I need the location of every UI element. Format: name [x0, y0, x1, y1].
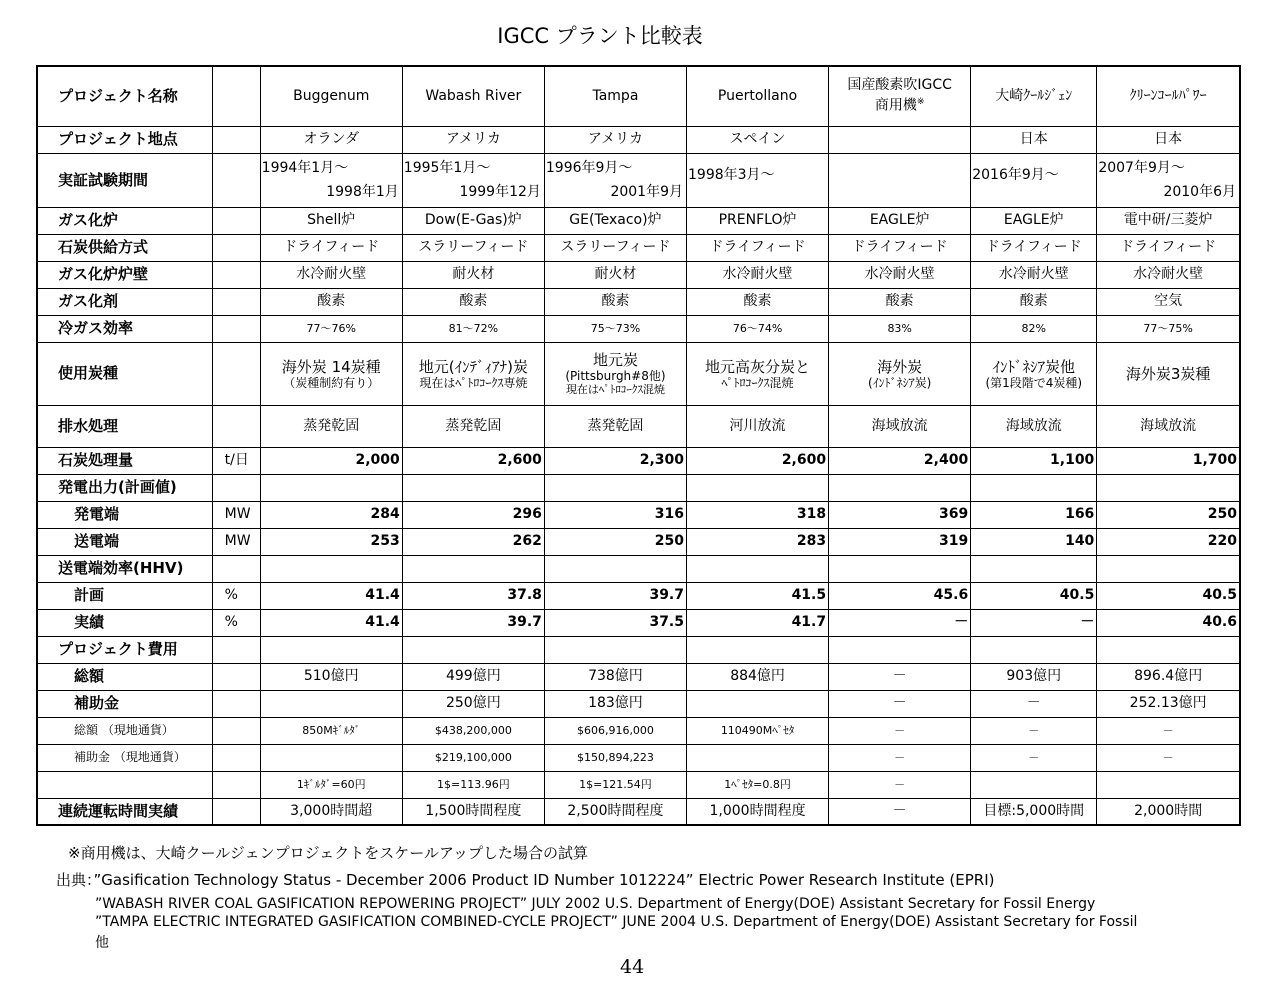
- value-cell: [687, 636, 829, 663]
- value-cell: [971, 342, 1097, 405]
- value-cell: [1097, 555, 1240, 582]
- value-cell: 3,000時間超: [260, 798, 402, 825]
- value-cell: 2,600: [402, 447, 544, 474]
- value-cell: [971, 771, 1097, 798]
- unit-cell: [212, 798, 260, 825]
- value-cell: [829, 636, 971, 663]
- value-cell: 2,300: [544, 447, 686, 474]
- value-cell: 酸素: [971, 288, 1097, 315]
- unit-cell: [212, 126, 260, 153]
- value-cell: [402, 474, 544, 501]
- period-start: 1998年3月～: [688, 167, 775, 183]
- value-cell: [260, 153, 402, 207]
- value-cell: 蒸発乾固: [544, 405, 686, 447]
- plant-name-line2: 商用機: [874, 98, 917, 115]
- row-label: 排水処理: [37, 405, 212, 447]
- row-label: 発電端: [37, 501, 212, 528]
- row-label: 冷ガス効率: [37, 315, 212, 342]
- row-label: 石炭処理量: [37, 447, 212, 474]
- value-cell: －: [829, 690, 971, 717]
- value-cell: [829, 342, 971, 405]
- value-cell: 296: [402, 501, 544, 528]
- value-cell: 耐火材: [544, 261, 686, 288]
- row-fx: [37, 771, 1240, 798]
- plant-name: Buggenum: [293, 87, 370, 104]
- value-cell: Dow(E-Gas)炉: [402, 207, 544, 234]
- value-cell: 2,000時間: [1097, 798, 1240, 825]
- value-cell: －: [829, 771, 971, 798]
- row-label: 発電出力(計画値): [37, 474, 212, 501]
- value-cell: 水冷耐火壁: [687, 261, 829, 288]
- row-agent: [37, 288, 1240, 315]
- value-cell: 75～73%: [544, 315, 686, 342]
- value-cell: [260, 342, 402, 405]
- coal-line2: （炭種制約有り）: [283, 375, 380, 390]
- value-cell: 目標:5,000時間: [971, 798, 1097, 825]
- value-cell: 183億円: [544, 690, 686, 717]
- value-cell: [687, 690, 829, 717]
- value-cell: 耐火材: [402, 261, 544, 288]
- value-cell: オランダ: [260, 126, 402, 153]
- row-label: プロジェクト費用: [37, 636, 212, 663]
- value-cell: 2,400: [829, 447, 971, 474]
- value-cell: 83%: [829, 315, 971, 342]
- plant-name-cell: [971, 66, 1097, 126]
- row-label: 計画: [37, 582, 212, 609]
- coal-line1: 海外炭3炭種: [1125, 364, 1211, 383]
- value-cell: [687, 153, 829, 207]
- row-subsidy_local: [37, 744, 1240, 771]
- value-cell: 166: [971, 501, 1097, 528]
- value-cell: 140: [971, 528, 1097, 555]
- value-cell: [544, 342, 686, 405]
- value-cell: 1,000時間程度: [687, 798, 829, 825]
- value-cell: 369: [829, 501, 971, 528]
- value-cell: 250億円: [402, 690, 544, 717]
- unit-cell: t/日: [212, 447, 260, 474]
- value-cell: [971, 474, 1097, 501]
- value-cell: アメリカ: [544, 126, 686, 153]
- row-output_head: [37, 474, 1240, 501]
- coal-line2: (ｲﾝﾄﾞﾈｼｱ炭): [867, 375, 932, 390]
- value-cell: [260, 744, 402, 771]
- value-cell: 284: [260, 501, 402, 528]
- value-cell: Shell炉: [260, 207, 402, 234]
- value-cell: [260, 555, 402, 582]
- value-cell: 37.5: [544, 609, 686, 636]
- value-cell: 283: [687, 528, 829, 555]
- row-label: 実績: [37, 609, 212, 636]
- value-cell: 110490Mﾍﾟｾﾀ: [687, 717, 829, 744]
- row-label: ガス化炉炉壁: [37, 261, 212, 288]
- value-cell: 1,500時間程度: [402, 798, 544, 825]
- value-cell: 250: [544, 528, 686, 555]
- value-cell: 1,100: [971, 447, 1097, 474]
- value-cell: 酸素: [687, 288, 829, 315]
- value-cell: [829, 126, 971, 153]
- value-cell: [402, 342, 544, 405]
- value-cell: アメリカ: [402, 126, 544, 153]
- row-eff_plan: [37, 582, 1240, 609]
- value-cell: ドライフィード: [1097, 234, 1240, 261]
- value-cell: －: [829, 609, 971, 636]
- unit-cell: [212, 288, 260, 315]
- row-eff_head: [37, 555, 1240, 582]
- source-wabash: ”WABASH RIVER COAL GASIFICATION REPOWERING PROJECT” JULY 2002 U.S. Department of Energy(DOE) Assistant Secretary for Fossil Energy: [95, 896, 1096, 912]
- value-cell: スラリーフィード: [402, 234, 544, 261]
- value-cell: 水冷耐火壁: [971, 261, 1097, 288]
- value-cell: －: [829, 717, 971, 744]
- value-cell: 45.6: [829, 582, 971, 609]
- value-cell: 1,700: [1097, 447, 1240, 474]
- row-label: プロジェクト地点: [37, 126, 212, 153]
- value-cell: 77～76%: [260, 315, 402, 342]
- row-period: [37, 153, 1240, 207]
- row-gasifier: [37, 207, 1240, 234]
- value-cell: －: [971, 717, 1097, 744]
- row-label: 補助金 （現地通貨）: [37, 744, 212, 771]
- value-cell: 40.5: [971, 582, 1097, 609]
- value-cell: 37.8: [402, 582, 544, 609]
- value-cell: －: [829, 663, 971, 690]
- unit-cell: MW: [212, 501, 260, 528]
- period-start: 1995年1月～: [403, 160, 491, 176]
- value-cell: [829, 153, 971, 207]
- source-epri: 出典：”Gasification Technology Status - December 2006 Product ID Number 1012224” Electric Power Research Institute (EPRI): [56, 871, 995, 889]
- value-cell: 海域放流: [829, 405, 971, 447]
- header-row: [37, 66, 1240, 126]
- value-cell: 2,500時間程度: [544, 798, 686, 825]
- row-continuous: [37, 798, 1240, 825]
- value-cell: [544, 474, 686, 501]
- row-drain: [37, 405, 1240, 447]
- period-end: 1998年1月: [326, 184, 399, 200]
- value-cell: 酸素: [544, 288, 686, 315]
- value-cell: 電中研/三菱炉: [1097, 207, 1240, 234]
- value-cell: 海域放流: [971, 405, 1097, 447]
- row-total: [37, 663, 1240, 690]
- unit-cell: [212, 66, 260, 126]
- value-cell: [971, 555, 1097, 582]
- row-label: 総額: [37, 663, 212, 690]
- coal-line3: 現在はﾍﾟﾄﾛｺｰｸｽ混焼: [565, 383, 665, 396]
- value-cell: [829, 474, 971, 501]
- value-cell: 1$=113.96円: [402, 771, 544, 798]
- value-cell: 884億円: [687, 663, 829, 690]
- value-cell: 酸素: [402, 288, 544, 315]
- coal-line2: 現在はﾍﾟﾄﾛｺｰｸｽ専焼: [419, 375, 528, 390]
- value-cell: 蒸発乾固: [402, 405, 544, 447]
- unit-cell: [212, 405, 260, 447]
- period-start: 1996年9月～: [545, 160, 633, 176]
- footnote-mark: ※: [916, 97, 925, 108]
- period-end: 2010年6月: [1163, 184, 1236, 200]
- unit-cell: [212, 315, 260, 342]
- value-cell: 262: [402, 528, 544, 555]
- row-total_local: [37, 717, 1240, 744]
- value-cell: $606,916,000: [544, 717, 686, 744]
- value-cell: 41.4: [260, 582, 402, 609]
- plant-name: Tampa: [592, 87, 639, 104]
- value-cell: 738億円: [544, 663, 686, 690]
- unit-cell: [212, 717, 260, 744]
- value-cell: $150,894,223: [544, 744, 686, 771]
- row-net: [37, 528, 1240, 555]
- unit-cell: [212, 636, 260, 663]
- period-start: 2016年9月～: [972, 167, 1059, 183]
- value-cell: [971, 153, 1097, 207]
- value-cell: 316: [544, 501, 686, 528]
- page-number: 44: [620, 956, 645, 978]
- value-cell: 2,600: [687, 447, 829, 474]
- value-cell: [1097, 636, 1240, 663]
- value-cell: －: [971, 609, 1097, 636]
- value-cell: －: [1097, 744, 1240, 771]
- value-cell: $438,200,000: [402, 717, 544, 744]
- value-cell: 日本: [1097, 126, 1240, 153]
- value-cell: 空気: [1097, 288, 1240, 315]
- value-cell: 41.4: [260, 609, 402, 636]
- row-subsidy: [37, 690, 1240, 717]
- value-cell: 水冷耐火壁: [829, 261, 971, 288]
- value-cell: [260, 690, 402, 717]
- row-label: 送電端: [37, 528, 212, 555]
- value-cell: 日本: [971, 126, 1097, 153]
- value-cell: [544, 555, 686, 582]
- value-cell: EAGLE炉: [829, 207, 971, 234]
- value-cell: 82%: [971, 315, 1097, 342]
- unit-cell: [212, 690, 260, 717]
- row-label: 連続運転時間実績: [37, 798, 212, 825]
- row-wall: [37, 261, 1240, 288]
- plant-name: Puertollano: [717, 87, 798, 104]
- row-label: 補助金: [37, 690, 212, 717]
- coal-line2: (第1段階で4炭種): [985, 375, 1083, 390]
- plant-name: Wabash River: [425, 87, 522, 104]
- value-cell: ドライフィード: [687, 234, 829, 261]
- value-cell: ドライフィード: [971, 234, 1097, 261]
- value-cell: [402, 555, 544, 582]
- unit-cell: [212, 153, 260, 207]
- period-start: 1994年1月～: [261, 160, 349, 176]
- row-cold_gas: [37, 315, 1240, 342]
- value-cell: 319: [829, 528, 971, 555]
- plant-name: 大崎ｸｰﾙｼﾞｪﾝ: [995, 87, 1073, 104]
- row-label: 石炭供給方式: [37, 234, 212, 261]
- value-cell: [260, 636, 402, 663]
- value-cell: [1097, 474, 1240, 501]
- row-label: 送電端効率(HHV): [37, 555, 212, 582]
- unit-cell: %: [212, 582, 260, 609]
- value-cell: [971, 636, 1097, 663]
- row-coal_type: [37, 342, 1240, 405]
- row-cost_head: [37, 636, 1240, 663]
- value-cell: 41.7: [687, 609, 829, 636]
- row-coal_rate: [37, 447, 1240, 474]
- value-cell: [687, 744, 829, 771]
- value-cell: 39.7: [544, 582, 686, 609]
- value-cell: 1$=121.54円: [544, 771, 686, 798]
- igcc-comparison-table: [36, 65, 1241, 826]
- unit-cell: [212, 555, 260, 582]
- coal-line1: 地元高灰分炭と: [705, 357, 811, 376]
- row-label: 実証試験期間: [37, 153, 212, 207]
- value-cell: 896.4億円: [1097, 663, 1240, 690]
- value-cell: 318: [687, 501, 829, 528]
- value-cell: $219,100,000: [402, 744, 544, 771]
- unit-cell: [212, 261, 260, 288]
- unit-cell: [212, 234, 260, 261]
- coal-line1: 地元(ｲﾝﾃﾞｨｱﾅ)炭: [418, 357, 528, 376]
- value-cell: 1ﾍﾟｾﾀ=0.8円: [687, 771, 829, 798]
- unit-cell: MW: [212, 528, 260, 555]
- unit-cell: [212, 744, 260, 771]
- value-cell: [1097, 153, 1240, 207]
- row-location: [37, 126, 1240, 153]
- value-cell: 河川放流: [687, 405, 829, 447]
- row-gross: [37, 501, 1240, 528]
- unit-cell: %: [212, 609, 260, 636]
- plant-name-cell: [544, 66, 686, 126]
- plant-name-cell: [402, 66, 544, 126]
- value-cell: 220: [1097, 528, 1240, 555]
- coal-line1: 海外炭 14炭種: [281, 357, 381, 376]
- value-cell: [402, 636, 544, 663]
- value-cell: [402, 153, 544, 207]
- value-cell: 酸素: [260, 288, 402, 315]
- value-cell: 253: [260, 528, 402, 555]
- value-cell: [687, 342, 829, 405]
- value-cell: －: [971, 744, 1097, 771]
- unit-cell: [212, 771, 260, 798]
- period-start: 2007年9月～: [1098, 160, 1185, 176]
- plant-name-cell: [260, 66, 402, 126]
- value-cell: 39.7: [402, 609, 544, 636]
- unit-cell: [212, 663, 260, 690]
- value-cell: [544, 636, 686, 663]
- plant-name-cell: [1097, 66, 1240, 126]
- value-cell: －: [971, 690, 1097, 717]
- row-label: ガス化剤: [37, 288, 212, 315]
- value-cell: －: [829, 744, 971, 771]
- row-label: ガス化炉: [37, 207, 212, 234]
- coal-line1: ｲﾝﾄﾞﾈｼｱ炭他: [992, 357, 1076, 376]
- value-cell: 1ｷﾞﾙﾀﾞ=60円: [260, 771, 402, 798]
- value-cell: 海域放流: [1097, 405, 1240, 447]
- value-cell: [260, 474, 402, 501]
- value-cell: [687, 474, 829, 501]
- value-cell: 2,000: [260, 447, 402, 474]
- plant-name-cell: [829, 66, 971, 126]
- row-label: [37, 771, 212, 798]
- period-end: 2001年9月: [610, 184, 683, 200]
- value-cell: スラリーフィード: [544, 234, 686, 261]
- value-cell: 40.5: [1097, 582, 1240, 609]
- value-cell: －: [1097, 717, 1240, 744]
- value-cell: 510億円: [260, 663, 402, 690]
- coal-line1: 海外炭: [877, 357, 923, 376]
- value-cell: [1097, 342, 1240, 405]
- unit-cell: [212, 207, 260, 234]
- value-cell: 40.6: [1097, 609, 1240, 636]
- value-cell: 499億円: [402, 663, 544, 690]
- row-label: 使用炭種: [37, 342, 212, 405]
- plant-name: 国産酸素吹IGCC: [847, 77, 952, 94]
- plant-name-cell: [687, 66, 829, 126]
- value-cell: －: [829, 798, 971, 825]
- value-cell: PRENFLO炉: [687, 207, 829, 234]
- value-cell: 41.5: [687, 582, 829, 609]
- value-cell: 水冷耐火壁: [260, 261, 402, 288]
- value-cell: スペイン: [687, 126, 829, 153]
- value-cell: [1097, 771, 1240, 798]
- coal-line2: (Pittsburgh#8他): [565, 369, 666, 383]
- period-end: 1999年12月: [459, 184, 541, 200]
- value-cell: 252.13億円: [1097, 690, 1240, 717]
- coal-line2: ﾍﾟﾄﾛｺｰｸｽ混焼: [721, 375, 794, 390]
- value-cell: 77～75%: [1097, 315, 1240, 342]
- row-label: プロジェクト名称: [37, 66, 212, 126]
- value-cell: 76～74%: [687, 315, 829, 342]
- value-cell: 250: [1097, 501, 1240, 528]
- value-cell: 903億円: [971, 663, 1097, 690]
- unit-cell: [212, 474, 260, 501]
- value-cell: 81～72%: [402, 315, 544, 342]
- value-cell: 酸素: [829, 288, 971, 315]
- row-label: 総額 （現地通貨）: [37, 717, 212, 744]
- value-cell: ドライフィード: [829, 234, 971, 261]
- value-cell: GE(Texaco)炉: [544, 207, 686, 234]
- value-cell: [687, 555, 829, 582]
- value-cell: ドライフィード: [260, 234, 402, 261]
- source-tampa: ”TAMPA ELECTRIC INTEGRATED GASIFICATION COMBINED-CYCLE PROJECT” JUNE 2004 U.S. Department of Energy(DOE) Assistant Secretary for Fossil: [95, 914, 1138, 930]
- row-eff_actual: [37, 609, 1240, 636]
- value-cell: [544, 153, 686, 207]
- footnote-commercial: ※商用機は、大崎クールジェンプロジェクトをスケールアップした場合の試算: [68, 844, 588, 862]
- page-title: IGCC プラント比較表: [497, 24, 703, 48]
- coal-line1: 地元炭: [592, 351, 638, 369]
- value-cell: 水冷耐火壁: [1097, 261, 1240, 288]
- value-cell: [829, 555, 971, 582]
- value-cell: 850Mｷﾞﾙﾀﾞ: [260, 717, 402, 744]
- row-coal_feed: [37, 234, 1240, 261]
- plant-name: ｸﾘｰﾝｺｰﾙﾊﾟﾜｰ: [1129, 87, 1207, 104]
- unit-cell: [212, 342, 260, 405]
- value-cell: 蒸発乾固: [260, 405, 402, 447]
- value-cell: EAGLE炉: [971, 207, 1097, 234]
- source-others: 他: [95, 935, 109, 951]
